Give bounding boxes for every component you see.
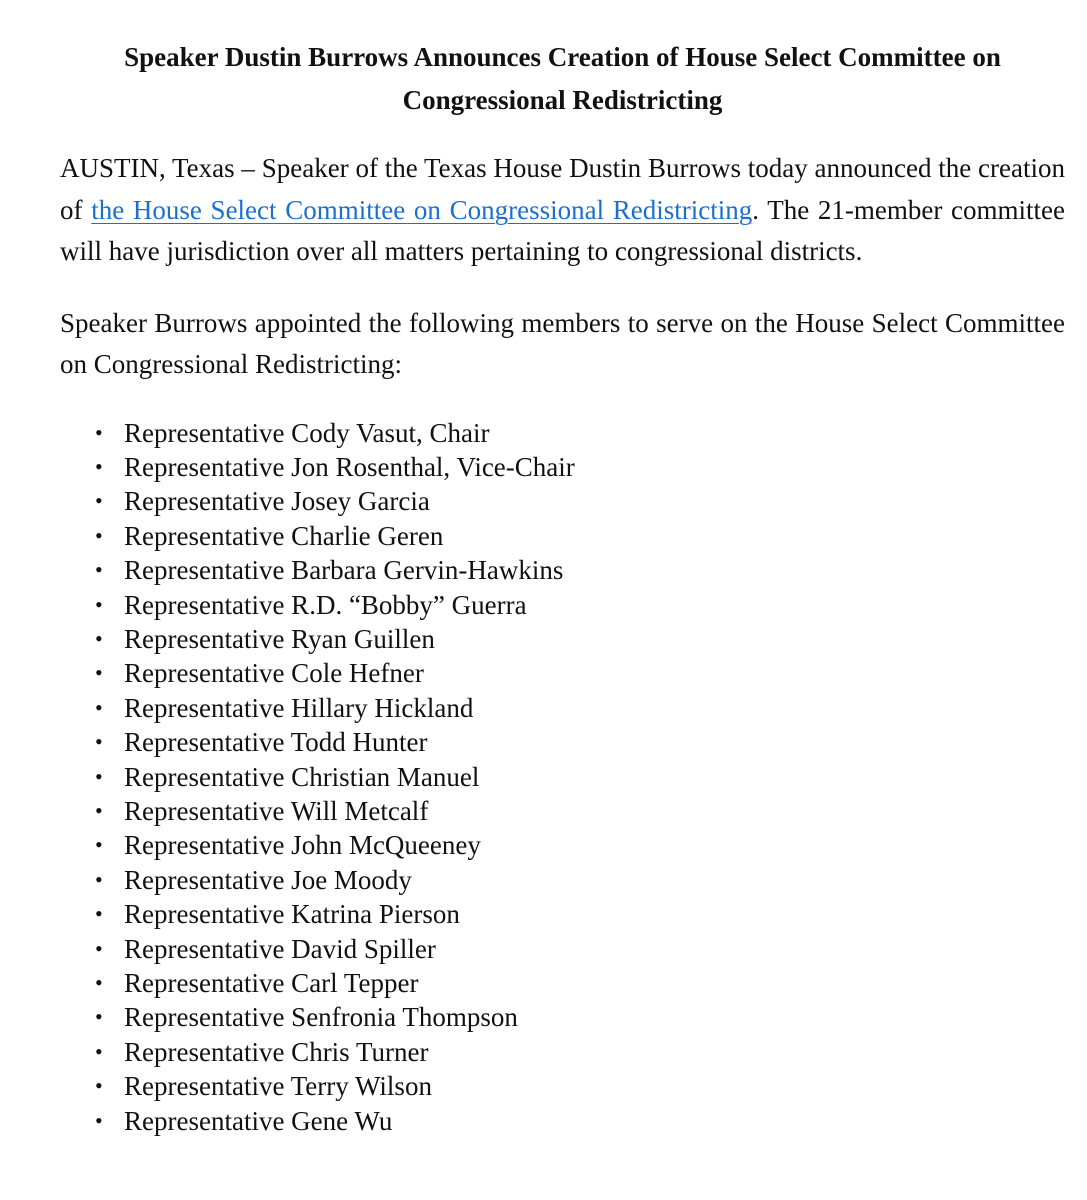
list-item — [60, 932, 1065, 966]
list-item — [60, 484, 1065, 518]
member-name: Representative Carl Tepper — [124, 968, 419, 998]
bullet-icon: • — [95, 729, 103, 755]
member-name: Representative David Spiller — [124, 933, 436, 964]
bullet-icon: • — [95, 832, 103, 858]
member-name: Representative Katrina Pierson — [124, 899, 460, 930]
member-name: Representative Cody Vasut, Chair — [124, 417, 490, 448]
member-name: Representative Gene Wu — [124, 1105, 393, 1136]
bullet-icon: • — [95, 625, 103, 651]
member-name: Representative Todd Hunter — [124, 727, 428, 758]
member-name: Representative Josey Garcia — [124, 486, 430, 517]
bullet-icon: • — [95, 453, 103, 479]
list-item — [60, 1104, 1065, 1138]
member-name: Representative Terry Wilson — [124, 1071, 432, 1102]
member-name: Representative R.D. “Bobby” Guerra — [124, 589, 527, 620]
appointment-paragraph: Speaker Burrows appointed the following members to serve on the House Select Committee on Congressional Redistricting: — [60, 307, 1065, 379]
list-item — [60, 416, 1065, 450]
list-item — [60, 1069, 1065, 1103]
list-item — [60, 794, 1065, 828]
page-title: Speaker Dustin Burrows Announces Creation of House Select Committee on Congressional Redistricting — [124, 42, 1001, 115]
bullet-icon: • — [95, 1107, 103, 1133]
list-item — [60, 1000, 1065, 1034]
member-name: Representative Ryan Guillen — [124, 623, 435, 654]
list-item — [60, 519, 1065, 553]
member-name: Representative Cole Hefner — [124, 658, 424, 689]
bullet-icon: • — [95, 866, 103, 892]
bullet-icon: • — [95, 1038, 103, 1064]
list-item — [60, 553, 1065, 587]
member-name: Representative Barbara Gervin-Hawkins — [124, 555, 564, 586]
list-item — [60, 656, 1065, 690]
bullet-icon: • — [95, 970, 103, 995]
members-list — [60, 416, 1065, 1139]
bullet-icon: • — [95, 1004, 103, 1030]
member-name: Representative Charlie Geren — [124, 520, 444, 551]
bullet-icon: • — [95, 1073, 103, 1099]
intro-text-after-link: . The 21-member committee will have jurisdiction over all matters pertaining to congressional districts. — [60, 194, 1065, 266]
bullet-icon: • — [95, 935, 103, 961]
intro-text-before-link: AUSTIN, Texas – Speaker of the Texas House Dustin Burrows today announced the creation of — [60, 153, 1065, 225]
list-item — [60, 863, 1065, 897]
list-item — [60, 1035, 1065, 1069]
bullet-icon: • — [95, 901, 103, 927]
member-name: Representative Will Metcalf — [124, 795, 429, 826]
list-item — [60, 760, 1065, 794]
list-item — [60, 725, 1065, 759]
intro-paragraph — [60, 148, 1065, 273]
list-item — [60, 588, 1065, 622]
bullet-icon: • — [95, 694, 103, 720]
list-item — [60, 622, 1065, 656]
list-item — [60, 691, 1065, 725]
list-item — [60, 897, 1065, 931]
member-name: Representative Senfronia Thompson — [124, 1002, 518, 1033]
member-name: Representative Jon Rosenthal, Vice-Chair — [124, 451, 575, 482]
bullet-icon: • — [95, 557, 103, 583]
member-name: Representative Joe Moody — [124, 864, 412, 895]
bullet-icon: • — [95, 591, 103, 617]
bullet-icon: • — [95, 763, 103, 789]
bullet-icon: • — [95, 797, 103, 823]
list-item — [60, 966, 1065, 1000]
bullet-icon: • — [95, 522, 103, 548]
member-name: Representative Christian Manuel — [124, 761, 480, 792]
committee-link[interactable]: the House Select Committee on Congressional Redistricting — [91, 194, 753, 225]
member-name: Representative John McQueeney — [124, 830, 481, 861]
member-name: Representative Chris Turner — [124, 1036, 429, 1067]
list-item — [60, 828, 1065, 862]
member-name: Representative Hillary Hickland — [124, 692, 474, 723]
bullet-icon: • — [95, 419, 103, 445]
bullet-icon: • — [95, 660, 103, 686]
list-item — [60, 450, 1065, 484]
bullet-icon: • — [95, 488, 103, 514]
